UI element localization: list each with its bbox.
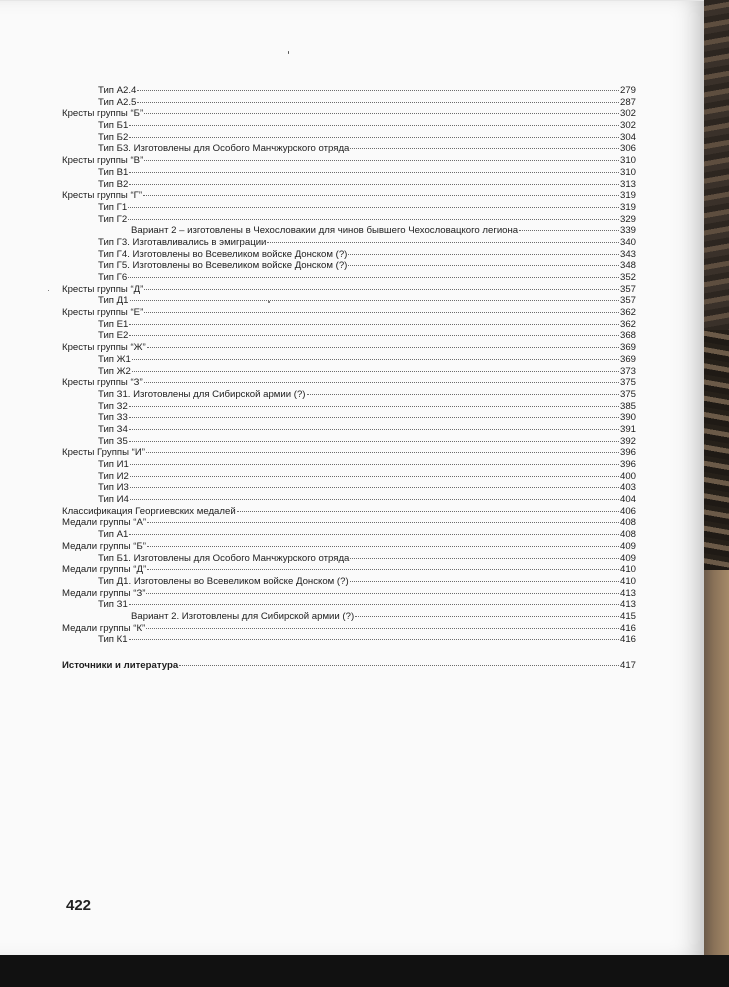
toc-entry-label: Кресты группы “Е” (62, 307, 144, 319)
toc-entry-page: 385 (619, 400, 636, 412)
toc-entry (62, 564, 636, 576)
toc-entry (62, 85, 636, 97)
toc-entry (62, 284, 636, 296)
toc-leader-dots (267, 242, 619, 243)
toc-entry (62, 97, 636, 109)
toc-entry-page: 362 (619, 318, 636, 330)
toc-entry-label: Вариант 2. Изготовлены для Сибирской армии (?) (131, 610, 355, 622)
toc-entry-label: Кресты группы “Ж” (62, 342, 146, 354)
scan-speck (48, 290, 49, 291)
toc-leader-dots (130, 464, 619, 465)
toc-entry-page: 357 (619, 283, 636, 295)
toc-entry-label: Тип И3 (98, 482, 129, 494)
toc-entry (62, 588, 636, 600)
toc-entry-label: Тип Ж1 (98, 353, 131, 365)
toc-entry-label: Тип Ж2 (98, 365, 131, 377)
toc-leader-dots (144, 289, 619, 290)
toc-entry-label: Тип З2 (98, 400, 128, 412)
toc-leader-dots (350, 148, 619, 149)
toc-entry-label: Тип В1 (98, 166, 129, 178)
toc-entry (62, 179, 636, 191)
toc-entry (62, 529, 636, 541)
toc-leader-dots (307, 394, 619, 395)
toc-entry-label: Кресты группы “Б” (62, 108, 144, 120)
toc-entry-page: 400 (619, 470, 636, 482)
toc-entry-page: 310 (619, 155, 636, 167)
toc-entry-page: 415 (619, 610, 636, 622)
toc-leader-dots (137, 102, 619, 103)
toc-leader-dots (137, 90, 619, 91)
toc-entry-label: Вариант 2 – изготовлены в Чехословакии для чинов бывшего Чехословацкого легиона (131, 225, 519, 237)
toc-leader-dots (144, 382, 619, 383)
toc-entry-page: 406 (619, 505, 636, 517)
toc-leader-dots (128, 277, 619, 278)
toc-entry-page: 408 (619, 517, 636, 529)
toc-entry-label: Кресты группы “В” (62, 155, 144, 167)
toc-entry-label: Тип Г2 (98, 213, 128, 225)
toc-entry-page: 416 (619, 634, 636, 646)
toc-leader-dots (237, 511, 619, 512)
toc-entry (62, 377, 636, 389)
toc-leader-dots (144, 113, 619, 114)
toc-entry (62, 295, 636, 307)
table-of-contents (62, 85, 636, 672)
toc-entry (62, 190, 636, 202)
toc-entry-label: Тип З4 (98, 423, 128, 435)
toc-entry (62, 447, 636, 459)
toc-entry-page: 279 (619, 85, 636, 96)
toc-entry-page: 329 (619, 213, 636, 225)
toc-entry-label: Тип В2 (98, 178, 129, 190)
toc-entry-label: Тип З5 (98, 435, 128, 447)
toc-entry-label: Тип К1 (98, 634, 128, 646)
toc-entry-label: Тип Б2 (98, 131, 129, 143)
toc-leader-dots (128, 207, 619, 208)
toc-leader-dots (132, 359, 619, 360)
toc-entry (62, 202, 636, 214)
toc-entry-label: Кресты Группы “И” (62, 447, 145, 459)
toc-entry (62, 611, 636, 623)
toc-entry-page: 392 (619, 435, 636, 447)
toc-entry-page: 339 (619, 225, 636, 237)
toc-entry-page: 410 (619, 564, 636, 576)
toc-entry-label: Тип А2.4 (98, 85, 137, 96)
toc-entry-label: Тип А1 (98, 529, 129, 541)
toc-entry (62, 307, 636, 319)
toc-entry-label: Тип Е2 (98, 330, 129, 342)
toc-entry-page: 348 (619, 260, 636, 272)
toc-entry-page: 343 (619, 248, 636, 260)
toc-entry-label: Тип З3 (98, 412, 128, 424)
toc-entry-page: 340 (619, 236, 636, 248)
toc-entry-label: Источники и литература (62, 660, 179, 671)
toc-leader-dots (130, 476, 619, 477)
toc-entry-label: Тип З1 (98, 599, 128, 611)
toc-entry-label: Тип Г1 (98, 201, 128, 213)
toc-entry (62, 401, 636, 413)
toc-entry-page: 310 (619, 166, 636, 178)
toc-entry-page: 413 (619, 587, 636, 599)
toc-entry-page: 373 (619, 365, 636, 377)
toc-leader-dots (129, 406, 619, 407)
toc-entry-page: 357 (619, 295, 636, 307)
toc-entry-page: 368 (619, 330, 636, 342)
toc-leader-dots (129, 184, 619, 185)
toc-entry (62, 471, 636, 483)
toc-entry (62, 108, 636, 120)
toc-entry-label: Тип Д1. Изготовлены во Всевеликом войске Донском (?) (98, 575, 349, 587)
toc-entry (62, 167, 636, 179)
toc-entry (62, 260, 636, 272)
toc-entry (62, 634, 636, 646)
toc-leader-dots (348, 265, 619, 266)
toc-entry-label: Тип Б1. Изготовлены для Особого Манчжурского отряда (98, 552, 350, 564)
toc-entry-page: 352 (619, 272, 636, 283)
toc-entry-page: 287 (619, 96, 636, 108)
toc-leader-dots (146, 593, 619, 594)
toc-entry-label: Медали группы “Б” (62, 540, 146, 552)
toc-entry-label: Тип Г5. Изготовлены во Всевеликом войске Донском (?) (98, 260, 348, 272)
toc-entry-page: 409 (619, 552, 636, 564)
toc-leader-dots (128, 219, 619, 220)
toc-entry-label: Медали группы “К” (62, 622, 146, 634)
toc-entry (62, 541, 636, 553)
toc-entry-label: Медали группы “А” (62, 517, 147, 529)
toc-entry-label: Тип Б1 (98, 120, 129, 132)
toc-leader-dots (144, 160, 619, 161)
toc-entry (62, 623, 636, 635)
toc-leader-dots (130, 300, 619, 301)
toc-entry-page: 413 (619, 599, 636, 611)
toc-entry-page: 362 (619, 307, 636, 319)
toc-entry-label: Тип Б3. Изготовлены для Особого Манчжурского отряда (98, 143, 350, 155)
toc-entry-page: 416 (619, 622, 636, 634)
toc-entry (62, 330, 636, 342)
toc-entry-label: Тип И1 (98, 459, 129, 470)
toc-entry-page: 403 (619, 482, 636, 494)
toc-leader-dots (143, 195, 619, 196)
toc-entry-page: 391 (619, 423, 636, 435)
toc-entry-label: Тип Е1 (98, 318, 129, 330)
toc-entry-page: 410 (619, 575, 636, 587)
toc-entry-page: 302 (619, 108, 636, 120)
toc-entry (62, 214, 636, 226)
toc-entry (62, 506, 636, 518)
toc-entry-label: Тип З1. Изготовлены для Сибирской армии (?) (98, 388, 306, 400)
toc-entry-page: 313 (619, 178, 636, 190)
toc-entry-page: 417 (619, 660, 636, 671)
toc-entry-sources (62, 660, 636, 672)
toc-entry (62, 319, 636, 331)
toc-leader-dots (350, 581, 619, 582)
toc-leader-dots (130, 487, 619, 488)
toc-entry (62, 155, 636, 167)
toc-entry-label: Классификация Георгиевских медалей (62, 505, 236, 517)
toc-entry (62, 553, 636, 565)
toc-entry (62, 424, 636, 436)
toc-entry-label: Медали группы “Д” (62, 564, 147, 576)
toc-entry (62, 120, 636, 132)
toc-entry (62, 237, 636, 249)
toc-entry (62, 225, 636, 237)
edge-shadow-top (704, 0, 729, 330)
toc-entry-page: 302 (619, 120, 636, 132)
toc-entry-label: Тип А2.5 (98, 96, 137, 108)
toc-entry-page: 390 (619, 412, 636, 424)
toc-entry (62, 366, 636, 378)
toc-entry-label: Тип И4 (98, 494, 129, 506)
toc-leader-dots (147, 347, 619, 348)
toc-leader-dots (147, 569, 619, 570)
toc-entry-label: Тип Г3. Изготавливались в эмиграции (98, 236, 267, 248)
toc-leader-dots (129, 429, 619, 430)
toc-leader-dots (129, 125, 619, 126)
toc-entry-page: 404 (619, 494, 636, 506)
toc-entry-page: 369 (619, 353, 636, 365)
toc-entry (62, 143, 636, 155)
edge-shadow-middle (704, 330, 729, 570)
toc-entry-label: Тип Г4. Изготовлены во Всевеликом войске Донском (?) (98, 248, 348, 260)
toc-entry (62, 132, 636, 144)
toc-entry-label: Кресты группы “З” (62, 377, 143, 389)
scan-speck (268, 301, 270, 303)
scanner-bottom-band (0, 955, 729, 987)
toc-entry-page: 319 (619, 201, 636, 213)
toc-leader-dots (129, 172, 619, 173)
toc-entry (62, 436, 636, 448)
toc-entry-page: 409 (619, 540, 636, 552)
toc-leader-dots (129, 324, 619, 325)
toc-entry-page: 319 (619, 190, 636, 202)
toc-entry-label: Медали группы “З” (62, 587, 146, 599)
toc-leader-dots (132, 371, 619, 372)
toc-entry (62, 494, 636, 506)
toc-entry-page: 408 (619, 529, 636, 541)
toc-leader-dots (147, 522, 619, 523)
toc-entry (62, 459, 636, 471)
toc-entry-page: 375 (619, 377, 636, 389)
toc-leader-dots (179, 665, 619, 666)
toc-leader-dots (146, 452, 619, 453)
toc-entry (62, 482, 636, 494)
toc-leader-dots (130, 499, 619, 500)
toc-entry-page: 396 (619, 459, 636, 470)
toc-leader-dots (129, 335, 619, 336)
toc-entry (62, 576, 636, 588)
toc-leader-dots (348, 254, 619, 255)
toc-entry (62, 389, 636, 401)
toc-leader-dots (146, 628, 619, 629)
toc-entry (62, 599, 636, 611)
toc-leader-dots (519, 230, 619, 231)
toc-entry-label: Тип И2 (98, 470, 129, 482)
page-number: 422 (66, 897, 92, 914)
toc-entry-page: 369 (619, 342, 636, 354)
toc-entry (62, 272, 636, 284)
toc-entry-label: Тип Г6 (98, 272, 128, 283)
toc-leader-dots (129, 137, 619, 138)
toc-leader-dots (129, 441, 619, 442)
toc-leader-dots (129, 639, 619, 640)
toc-leader-dots (129, 534, 619, 535)
toc-entry (62, 412, 636, 424)
toc-leader-dots (129, 604, 619, 605)
toc-leader-dots (355, 616, 619, 617)
toc-entry (62, 249, 636, 261)
toc-entry (62, 517, 636, 529)
scan-speck (288, 51, 289, 54)
toc-entry-page: 396 (619, 447, 636, 459)
toc-entry-page: 375 (619, 388, 636, 400)
toc-leader-dots (147, 546, 619, 547)
toc-entry-label: Кресты группы “Г” (62, 190, 143, 202)
toc-entry-page: 304 (619, 131, 636, 143)
toc-leader-dots (144, 312, 619, 313)
toc-leader-dots (350, 558, 619, 559)
toc-entry (62, 354, 636, 366)
toc-leader-dots (129, 417, 619, 418)
adjacent-page-edge (704, 0, 729, 955)
toc-entry-page: 306 (619, 143, 636, 155)
toc-entry (62, 342, 636, 354)
toc-entry-label: Тип Д1 (98, 295, 129, 307)
toc-entry-label: Кресты группы “Д” (62, 283, 144, 295)
